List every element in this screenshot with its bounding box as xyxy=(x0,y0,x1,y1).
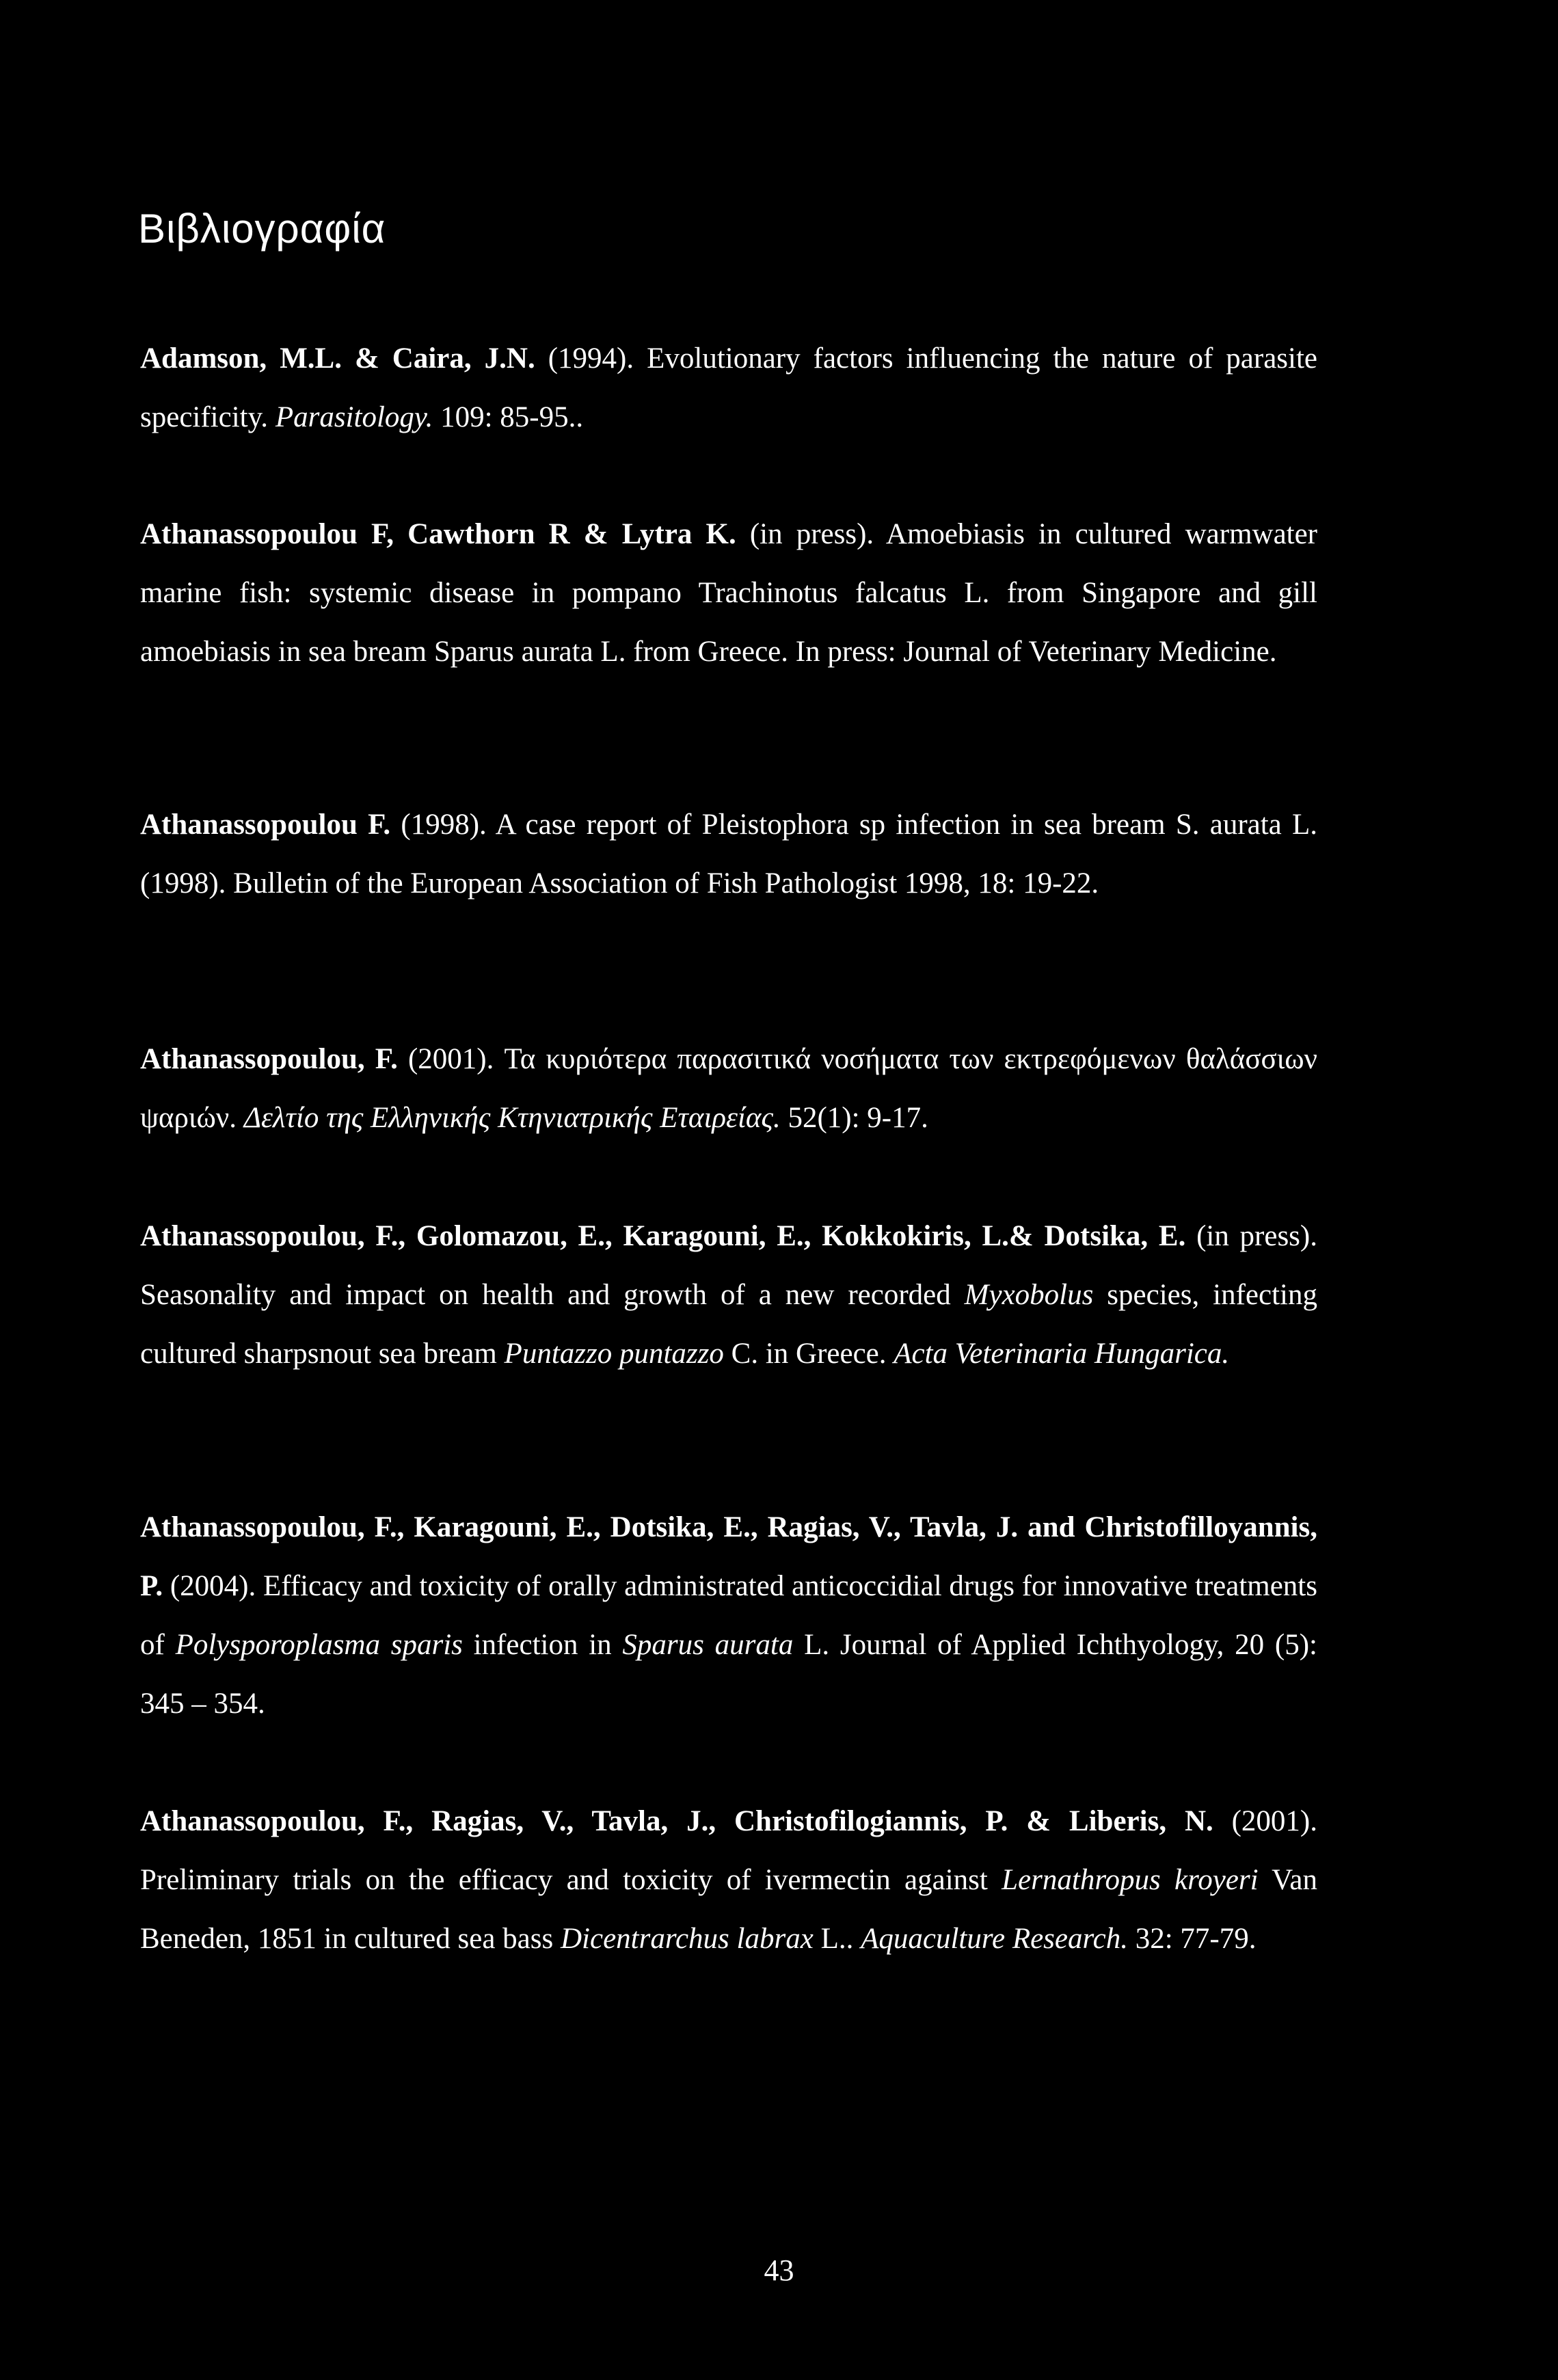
reference-text: infection in xyxy=(462,1629,623,1661)
reference-journal: Δελτίο της Ελληνικής Κτηνιατρικής Εταιρείας. xyxy=(243,1102,781,1134)
bibliography-heading: Βιβλιογραφία xyxy=(138,206,386,252)
reference-text: C. in Greece. xyxy=(723,1338,894,1370)
reference-authors: Athanassopoulou, F., Golomazou, E., Karagouni, E., Kokkokiris, L.& Dotsika, E. xyxy=(140,1220,1186,1252)
reference-item xyxy=(140,1792,1317,1969)
reference-species: Dicentrarchus labrax xyxy=(560,1923,814,1955)
reference-journal: Parasitology. xyxy=(275,401,433,433)
reference-text: (in press). Amoebiasis in cultured warmwater marine fish: systemic disease in pompano Trachinotus falcatus L. from Singapore and gill amoebiasis in sea bream Sparus aurata L. from Greece. In press: Journal of Veterinary Medicine. xyxy=(140,518,1317,668)
reference-text: (2001). Preliminary trials on the efficacy and toxicity of ivermectin against xyxy=(140,1805,1318,1896)
reference-species: Polysporoplasma sparis xyxy=(175,1629,463,1661)
reference-item xyxy=(140,1030,1317,1148)
reference-authors: Athanassopoulou, F. xyxy=(140,1043,398,1075)
reference-journal: Aquaculture Research. xyxy=(861,1923,1128,1955)
reference-item xyxy=(140,1207,1317,1383)
reference-text: (2004). Efficacy and toxicity of orally administrated anticoccidial drugs for innovative treatments of xyxy=(140,1570,1317,1661)
reference-item xyxy=(140,329,1317,447)
reference-species: Sparus aurata xyxy=(622,1629,794,1661)
reference-species: Myxobolus xyxy=(964,1279,1094,1311)
reference-journal: Acta Veterinaria Hungarica. xyxy=(894,1338,1230,1370)
reference-text: (2001). Τα κυριότερα παρασιτικά νοσήματα των εκτρεφόμενων θαλάσσιων ψαριών. xyxy=(140,1043,1317,1134)
reference-text: 52(1): 9-17. xyxy=(780,1102,928,1134)
reference-text: L. Journal of Applied Ichthyology, 20 (5): 345 – 354. xyxy=(140,1629,1317,1720)
reference-item xyxy=(140,1498,1317,1733)
reference-text: 109: 85-95.. xyxy=(433,401,584,433)
reference-text: species, infecting cultured sharpsnout sea bream xyxy=(140,1279,1317,1370)
reference-authors: Athanassopoulou F. xyxy=(140,809,391,841)
reference-species: Lernathropus kroyeri xyxy=(1002,1864,1259,1896)
reference-text: (1994). Evolutionary factors influencing the nature of parasite specificity. xyxy=(140,342,1317,433)
reference-item xyxy=(140,505,1317,681)
reference-species: Puntazzo puntazzo xyxy=(504,1338,724,1370)
reference-authors: Athanassopoulou, F., Karagouni, E., Dotsika, E., Ragias, V., Tavla, J. and Christofilloyannis, P. xyxy=(140,1511,1317,1602)
reference-text: (1998). A case report of Pleistophora sp infection in sea bream S. aurata L. (1998). Bulletin of the European Association of Fish Pathologist 1998, 18: 19-22. xyxy=(140,809,1317,900)
reference-text: L.. xyxy=(813,1923,861,1955)
page-number: 43 xyxy=(764,2254,794,2287)
reference-text: (in press). Seasonality and impact on health and growth of a new recorded xyxy=(140,1220,1317,1311)
reference-text: 32: 77-79. xyxy=(1127,1923,1257,1955)
reference-authors: Athanassopoulou, F., Ragias, V., Tavla, J., Christofilogiannis, P. & Liberis, N. xyxy=(140,1805,1213,1837)
reference-authors: Adamson, M.L. & Caira, J.N. xyxy=(140,342,535,375)
reference-authors: Athanassopoulou F, Cawthorn R & Lytra K. xyxy=(140,518,736,550)
reference-text: Van Beneden, 1851 in cultured sea bass xyxy=(140,1864,1317,1955)
reference-item xyxy=(140,796,1317,913)
